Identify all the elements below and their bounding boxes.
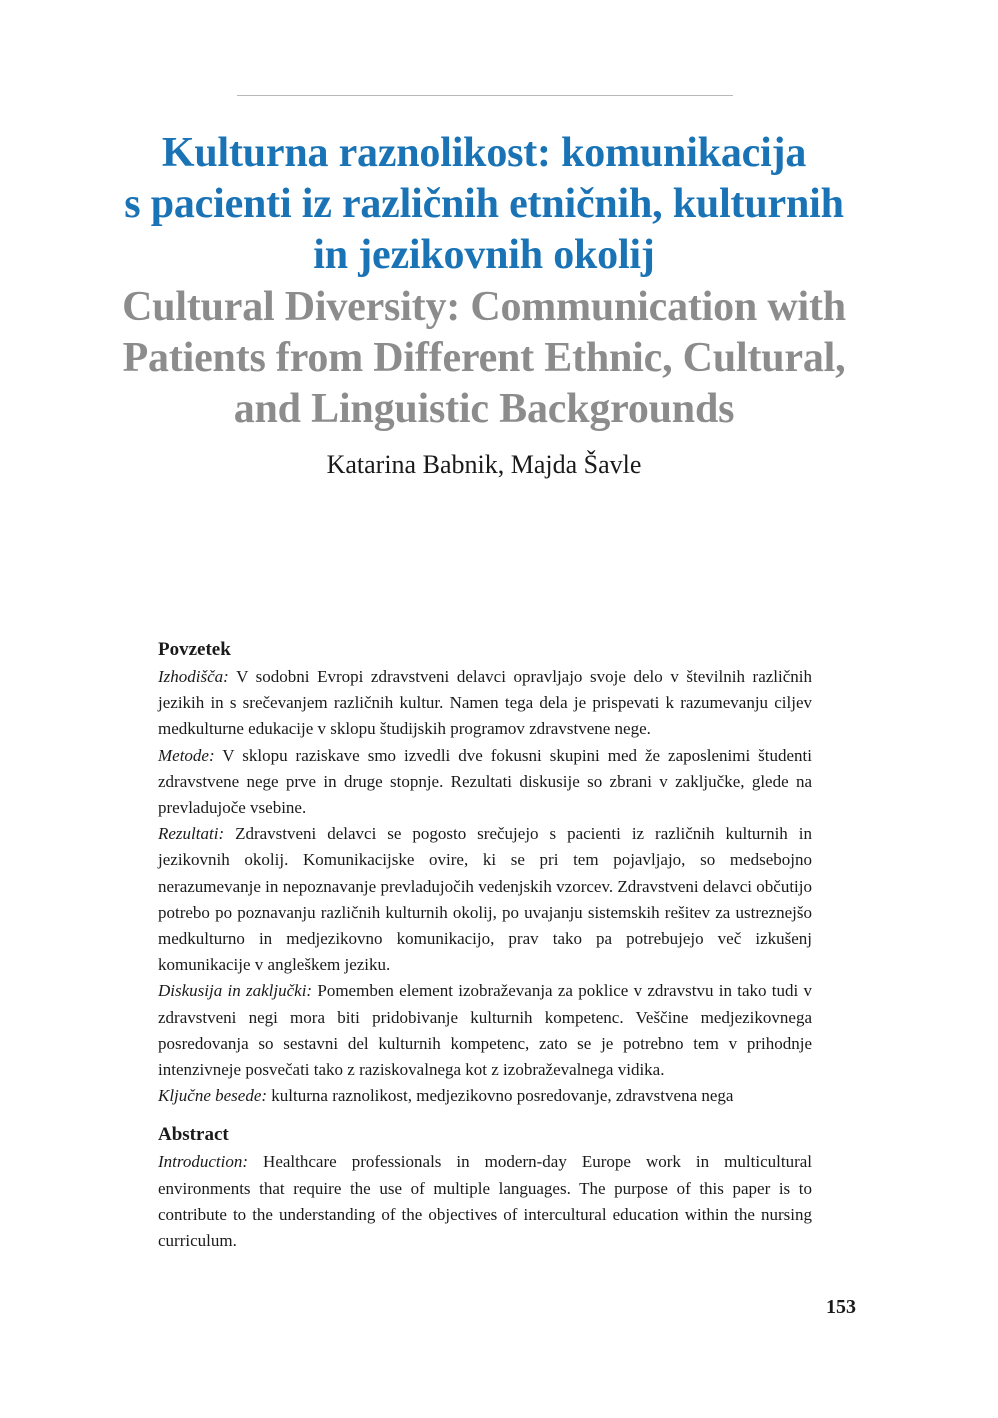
- paragraph-text: V sodobni Evropi zdravstveni delavci opravljajo svoje delo v številnih različnih jezikih in s srečevanjem različnih kultur. Namen tega dela je prispevati k razumevanju ciljev medkulturne edukacije v sklopu študijskih programov zdravstvene nege.: [158, 667, 812, 739]
- title-english-line: and Linguistic Backgrounds: [233, 386, 735, 432]
- povzetek-paragraph-rezultati: [158, 821, 812, 978]
- paragraph-text: Healthcare professionals in modern-day Europe work in multicultural environments that require the use of multiple languages. The purpose of this paper is to contribute to the understanding of the objectives of intercultural education within the nursing curriculum.: [158, 1152, 812, 1251]
- title-slovene-line: Kulturna raznolikost: komunikacija: [161, 130, 807, 176]
- title-block: [100, 128, 868, 481]
- povzetek-paragraph-izhodisca: [158, 664, 812, 743]
- header-rule: [237, 95, 733, 96]
- povzetek-paragraph-metode: [158, 743, 812, 822]
- povzetek-heading: Povzetek: [158, 639, 231, 660]
- author-names: Katarina Babnik, Majda Šavle: [326, 450, 642, 479]
- title-english-line: Patients from Different Ethnic, Cultural,: [122, 335, 846, 381]
- paragraph-label: Izhodišča:: [158, 667, 229, 686]
- paragraph-label: Diskusija in zaključki:: [158, 981, 313, 1001]
- paragraph-label: Rezultati:: [158, 824, 225, 844]
- paragraph-label: Metode:: [158, 745, 215, 765]
- povzetek-paragraph-kljucne-besede: [158, 1083, 812, 1109]
- abstract-area: [158, 636, 812, 1254]
- paragraph-text: Pomemben element izobraževanja za poklice v zdravstvu in tako tudi v zdravstveni negi mora biti pridobivanje kulturnih kompetenc. Veščine medjezikovnega posredovanja so sestavni del kulturnih kompetenc, zato se je potrebno tem v prihodnje intenzivneje posvečati tako z raziskovalnega kot z izobraževalnega vidika.: [158, 981, 812, 1080]
- page-number: 153: [826, 1296, 856, 1318]
- abstract-paragraph-introduction: [158, 1149, 812, 1254]
- paragraph-label: Ključne besede:: [158, 1086, 268, 1106]
- title-slovene: [100, 128, 868, 281]
- povzetek-paragraph-diskusija: [158, 978, 812, 1083]
- title-english: [100, 282, 868, 435]
- abstract-heading: Abstract: [158, 1124, 229, 1146]
- title-slovene-line: in jezikovnih okolij: [313, 232, 655, 278]
- paragraph-text: Zdravstveni delavci se pogosto srečujejo s pacienti iz različnih kulturnih in jezikovnih okolij. Komunikacijske ovire, ki se pri tem pojavljajo, so medsebojno nerazumevanje in nepoznavanje prevladujočih vedenjskih vzorcev. Zdravstveni delavci občutijo potrebo po poznavanju različnih kulturnih okolij, po uvajanju sistemskih rešitev za ustreznejšo medkulturno in medjezikovno komunikacijo, prav tako pa potrebujejo več izkušenj komunikacije v angleškem jeziku.: [158, 824, 812, 975]
- paragraph-text: V sklopu raziskave smo izvedli dve fokusni skupini med že zaposlenimi študenti zdravstvene nege prve in druge stopnje. Rezultati diskusije so zbrani v zaključke, glede na prevladujoče vsebine.: [158, 745, 812, 818]
- paragraph-text: kulturna raznolikost, medjezikovno posredovanje, zdravstvena nega: [267, 1086, 734, 1106]
- title-english-line: Cultural Diversity: Communication with: [122, 284, 846, 330]
- paragraph-label: Introduction:: [158, 1152, 249, 1172]
- title-slovene-line: s pacienti iz različnih etničnih, kulturnih: [124, 181, 844, 227]
